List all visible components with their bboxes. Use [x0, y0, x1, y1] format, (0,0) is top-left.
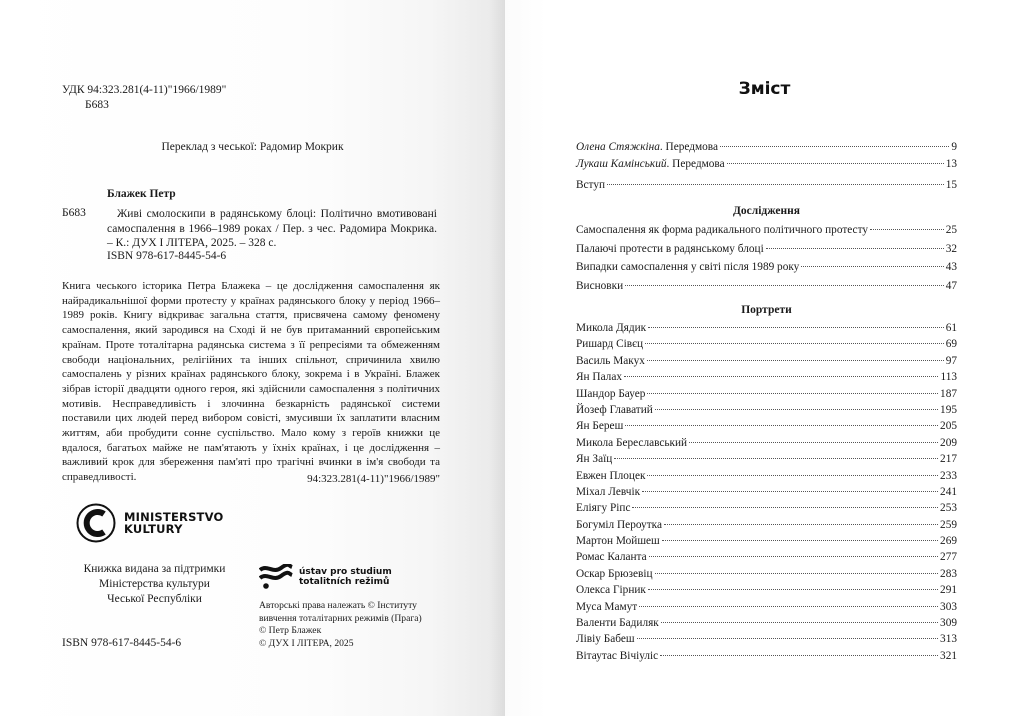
- toc-entry-page: 25: [945, 224, 957, 236]
- toc-entry[interactable]: [576, 336, 957, 352]
- toc-entry-page: 195: [940, 403, 957, 416]
- toc-entry[interactable]: [576, 500, 957, 516]
- toc-entry[interactable]: [576, 320, 957, 336]
- toc-leader-dots: [689, 442, 938, 443]
- ministry-logo-line1: MINISTERSTVO: [124, 510, 224, 524]
- toc-leader-dots: [647, 475, 938, 476]
- toc-entry-page: 43: [945, 261, 957, 274]
- toc-leader-dots: [649, 556, 938, 557]
- toc-entry[interactable]: [576, 566, 957, 582]
- toc-entry[interactable]: [576, 451, 957, 467]
- toc-entry-page: 15: [945, 179, 957, 191]
- toc-entry-page: 241: [940, 485, 957, 498]
- toc-entry-title: Вступ: [576, 179, 606, 191]
- book-annotation: Книга чеського історика Петра Блажека – це дослідження самоспалення як найрадикальнішої форми протесту у країнах радянського блоку у період 1966–1989 років. Книгу відкриває загальна стаття, присвячена самому феномену самоспалення, який зародився на Сході й не був притаманний європейським країнам. Проте тоталітарна радянська система з її репресіями та обмеженням свободи національних, релігійних та інших спільнот, спричинила хвилю самоспалень у різних країнах радянського блоку, зокрема і в Україні. Блажек зібрав історії двадцяти одного героя, які здійснили самоспалення з політичних мотивів. Несправедливість і злочинна безкарність радянської системи поставили цих людей перед вибором совісті, змусивши їх заплатити власним життям, аби пробудити сонне суспільство. Мало кому з героїв книжки це вдалося, багатьох майже не пам'ятають у їхніх країнах, і це дослідження – важливий крок для збереження пам'яті про трагічні вчинки в ім'я свободи та справедливості.: [62, 280, 440, 484]
- toc-entry[interactable]: [576, 648, 957, 664]
- toc-entry[interactable]: [576, 177, 957, 194]
- toc-leader-dots: [645, 343, 944, 344]
- left-page: [0, 0, 505, 716]
- toc-entry[interactable]: [576, 139, 957, 156]
- toc-entry-title: Богуміл Пероутка: [576, 518, 662, 531]
- toc-entry-page: 32: [945, 242, 957, 255]
- toc-entry-title: Шандор Бауер: [576, 387, 646, 400]
- toc-leader-dots: [624, 376, 938, 377]
- catalog-code: Б683: [62, 207, 86, 219]
- toc-entry-page: 9: [951, 141, 957, 153]
- toc-entry-page: 187: [940, 387, 957, 400]
- copyright-line: Авторські права належать © Інституту: [259, 600, 417, 611]
- toc-entry[interactable]: [576, 615, 957, 631]
- toc-entry-page: 47: [945, 279, 957, 292]
- toc-entry-page: 277: [940, 551, 957, 564]
- toc-entry-title: Муса Мамут: [576, 600, 638, 613]
- ministry-logo-line2: KULTURY: [124, 522, 183, 536]
- ministry-c-logo-icon: [76, 503, 116, 543]
- toc-entry-page: 259: [940, 518, 957, 531]
- ustr-institute-logo: [259, 564, 392, 590]
- toc-entry-page: 291: [940, 584, 957, 597]
- toc-leader-dots: [642, 491, 938, 492]
- toc-entry-page: 113: [940, 371, 957, 384]
- annotation-udk: 94:323.281(4-11)"1966/1989": [307, 473, 440, 485]
- udk-author-code: Б683: [85, 98, 109, 111]
- toc-entry[interactable]: [576, 435, 957, 451]
- toc-entry[interactable]: [576, 221, 957, 240]
- toc-entry[interactable]: [576, 468, 957, 484]
- toc-leader-dots: [637, 638, 938, 639]
- toc-leader-dots: [655, 409, 938, 410]
- copyright-line: вивчення тоталітарних режимів (Прага): [259, 612, 422, 624]
- toc-entry[interactable]: [576, 549, 957, 565]
- toc-entry-title: Ян Палах: [576, 371, 622, 384]
- toc-entry[interactable]: [576, 240, 957, 259]
- ustr-waves-logo-icon: [259, 564, 293, 590]
- toc-leader-dots: [607, 184, 944, 185]
- toc-leader-dots: [720, 146, 949, 147]
- toc-front-matter: [576, 139, 957, 194]
- translator-credit: Переклад з чеської: Радомир Мокрик: [161, 141, 344, 153]
- toc-entry[interactable]: [576, 631, 957, 647]
- udk-code: УДК 94:323.281(4-11)"1966/1989": [62, 84, 227, 96]
- toc-leader-dots: [639, 606, 938, 607]
- toc-entry[interactable]: [576, 353, 957, 369]
- toc-entry-page: 269: [940, 535, 957, 548]
- toc-entry-title: Микола Дядик: [576, 322, 647, 334]
- toc-entry-title: Вітаутас Вічіуліс: [576, 649, 659, 662]
- udk-block: [62, 83, 226, 112]
- toc-entry[interactable]: [576, 517, 957, 533]
- catalog-description: Живі смолоскипи в радянському блоці: Політично вмотивовані самоспалення в 1966–1989 роках / Пер. з чес. Радомира Мокрика. – К.: ДУХ І ЛІТЕРА, 2025. – 328 с.: [107, 208, 437, 250]
- copyright-block: [259, 600, 422, 650]
- toc-leader-dots: [632, 507, 938, 508]
- toc-entry-page: 309: [940, 617, 957, 630]
- toc-entry-title: Евжен Плоцек: [576, 469, 646, 482]
- toc-entry[interactable]: [576, 369, 957, 385]
- support-statement: [52, 562, 257, 606]
- toc-entry-page: 217: [940, 453, 957, 466]
- toc-entry-title: Палаючі протести в радянському блоці: [576, 242, 764, 255]
- toc-entry-title: Ян Заїц: [576, 453, 613, 466]
- toc-leader-dots: [625, 425, 938, 426]
- toc-entry-title: Еліягу Ріпс: [576, 502, 631, 515]
- toc-entry-page: 209: [940, 436, 957, 449]
- toc-leader-dots: [655, 573, 939, 574]
- support-line: Книжка видана за підтримки: [83, 563, 226, 575]
- toc-entry-page: 97: [945, 354, 957, 367]
- toc-entry-author: Олена Стяжкіна: [576, 141, 660, 153]
- toc-leader-dots: [661, 622, 938, 623]
- isbn-bottom: ISBN 978-617-8445-54-6: [62, 637, 182, 649]
- toc-section-research: [576, 221, 957, 295]
- toc-entry-page: 253: [940, 502, 957, 515]
- toc-entry[interactable]: [576, 258, 957, 277]
- toc-leader-dots: [801, 266, 943, 267]
- toc-leader-dots: [648, 327, 944, 328]
- ustr-logo-line2: totalitních režimů: [299, 577, 390, 587]
- toc-leader-dots: [647, 360, 944, 361]
- toc-entry[interactable]: [576, 484, 957, 500]
- toc-entry-title: Микола Береславський: [576, 436, 688, 449]
- toc-entry-page: 303: [940, 600, 957, 613]
- toc-entry-page: 321: [940, 649, 957, 662]
- toc-entry-title: Висновки: [576, 279, 624, 292]
- toc-entry-author: Лукаш Камінський: [576, 157, 667, 170]
- toc-section-heading-portraits: Портрети: [741, 304, 792, 316]
- toc-entry-page: 69: [945, 338, 957, 351]
- toc-entry[interactable]: [576, 386, 957, 402]
- toc-entry-title: Оскар Брюзевіц: [576, 567, 653, 580]
- toc-entry[interactable]: [576, 402, 957, 418]
- toc-entry[interactable]: [576, 277, 957, 296]
- toc-entry-title: Випадки самоспалення у світі після 1989 року: [576, 261, 800, 274]
- toc-entry[interactable]: [576, 599, 957, 615]
- toc-entry-title: Олекса Гірник: [576, 584, 646, 597]
- toc-entry-title: . Передмова: [666, 157, 725, 170]
- toc-entry-title: Василь Макух: [576, 354, 645, 367]
- toc-entry-title: Мартон Мойшеш: [576, 535, 660, 548]
- toc-leader-dots: [614, 458, 938, 459]
- toc-leader-dots: [660, 655, 938, 656]
- toc-title: Зміст: [738, 79, 791, 99]
- toc-entry-page: 13: [945, 157, 957, 170]
- support-line: Чеської Республіки: [107, 592, 202, 605]
- toc-entry-page: 313: [940, 633, 957, 646]
- copyright-line: © Петр Блажек: [259, 625, 322, 637]
- toc-section-portraits: [576, 320, 957, 664]
- toc-leader-dots: [664, 524, 938, 525]
- toc-entry-page: 283: [940, 567, 957, 580]
- right-page: [505, 0, 1024, 716]
- toc-entry-title: Самоспалення як форма радикального політичного протесту: [576, 224, 869, 236]
- toc-entry-title: Ришард Сівєц: [576, 338, 644, 351]
- toc-entry[interactable]: [576, 533, 957, 549]
- toc-entry-title: Валенти Бадиляк: [576, 617, 659, 630]
- toc-entry-page: 61: [945, 322, 957, 334]
- toc-leader-dots: [625, 285, 944, 286]
- toc-entry-page: 205: [940, 420, 957, 433]
- toc-leader-dots: [727, 163, 944, 164]
- toc-entry-title: Лівіу Бабеш: [576, 633, 635, 646]
- catalog-author: Блажек Петр: [107, 188, 176, 200]
- toc-section-heading-research: Дослідження: [733, 205, 800, 217]
- toc-entry-title: Ян Береш: [576, 420, 624, 433]
- toc-leader-dots: [647, 393, 938, 394]
- copyright-line: © ДУХ І ЛІТЕРА, 2025: [259, 637, 354, 649]
- toc-entry-title: Йозеф Главатий: [576, 403, 653, 416]
- toc-entry[interactable]: [576, 582, 957, 598]
- toc-entry-title: Міхал Левчік: [576, 485, 641, 498]
- toc-entry[interactable]: [576, 418, 957, 434]
- ustr-logo-line1: ústav pro studium: [299, 567, 392, 577]
- toc-leader-dots: [766, 248, 944, 249]
- toc-entry-page: 233: [940, 469, 957, 482]
- toc-leader-dots: [870, 229, 944, 230]
- support-line: Міністерства культури: [99, 577, 210, 590]
- toc-entry-title: . Передмова: [659, 141, 718, 153]
- toc-leader-dots: [648, 589, 938, 590]
- toc-leader-dots: [662, 540, 938, 541]
- toc-entry[interactable]: [576, 156, 957, 173]
- ministry-of-culture-logo: [76, 503, 223, 543]
- toc-entry-title: Ромас Каланта: [576, 551, 647, 564]
- catalog-isbn: ISBN 978-617-8445-54-6: [107, 250, 227, 262]
